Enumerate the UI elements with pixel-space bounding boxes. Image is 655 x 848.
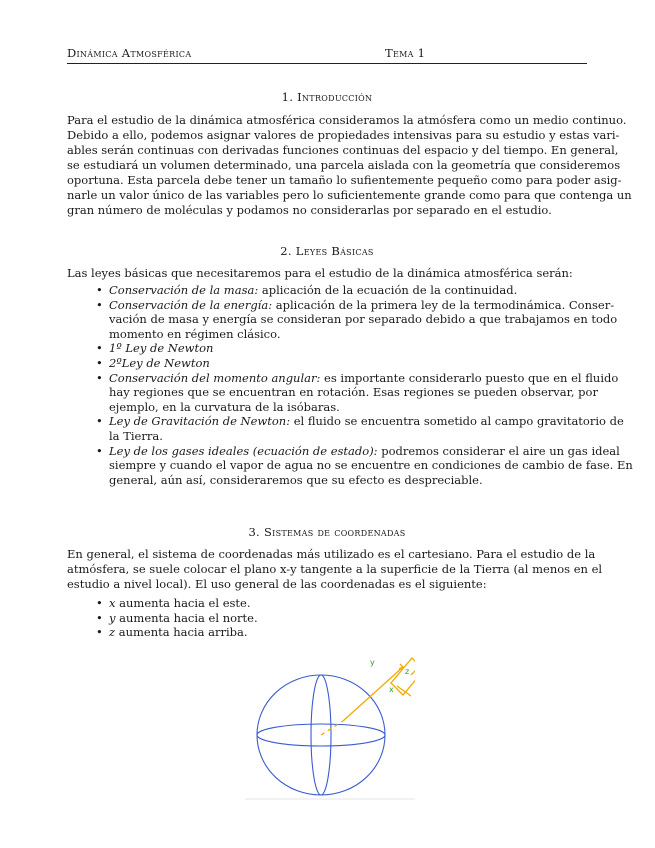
list-item: [67, 297, 618, 342]
item-term: x: [109, 596, 116, 610]
text-line: oportuna. Esta parcela debe tener un tamaño lo sufientemente pequeño como para poder asig-: [67, 173, 622, 187]
bullet-icon: •: [96, 443, 103, 458]
item-text: aplicación de la ecuación de la continuidad.: [258, 283, 518, 297]
label-x: x: [389, 685, 394, 694]
item-term: z: [109, 625, 116, 640]
item-text: siempre y cuando el vapor de agua no se encuentre en condiciones de cambio de fase. En: [109, 458, 633, 473]
list-item: [67, 611, 587, 626]
list-item: [67, 341, 587, 356]
text-line: Debido a ello, podemos asignar valores de propiedades intensivas para su estudio y estas vari-: [67, 128, 620, 142]
text-line: gran número de moléculas y podamos no considerarlas por separado en el estudio.: [67, 203, 552, 217]
list-item: [67, 283, 587, 298]
list-item: [67, 596, 587, 611]
item-text: aumenta hacia el norte.: [115, 610, 258, 625]
item-term: Conservación de la masa:: [109, 283, 259, 297]
item-term: 2ºLey de Newton: [109, 355, 210, 370]
header-rule: [67, 63, 587, 64]
bullet-icon: •: [96, 355, 103, 370]
item-text: momento en régimen clásico.: [109, 326, 281, 341]
item-term: Conservación de la energía:: [109, 297, 273, 312]
paragraph-introduccion: [67, 113, 632, 218]
item-term: 1º Ley de Newton: [109, 341, 214, 356]
section-title-coordenadas: 3. Sistemas de coordenadas: [248, 525, 406, 539]
z-axis-line: [343, 667, 403, 721]
text-line: ables serán continuas con derivadas funciones continuas del espacio y del tiempo. En general,: [67, 143, 619, 157]
item-text: es importante considerarlo puesto que en el fluido: [320, 370, 619, 385]
bullet-icon: •: [96, 610, 103, 625]
header-left: Dinámica Atmosférica: [67, 46, 192, 60]
list-item: [67, 356, 587, 371]
list-item: [67, 625, 587, 640]
item-text: vación de masa y energía se consideran por separado debido a que trabajamos en todo: [109, 312, 618, 327]
item-term: Ley de los gases ideales (ecuación de estado):: [109, 443, 378, 458]
header-center: Tema 1: [385, 46, 426, 60]
item-text: hay regiones que se encuentran en rotación. Esas regiones se pueden observar, por: [109, 385, 598, 400]
text-line: se estudiará un volumen determinado, una parcela aislada con la geometría que consideremos: [67, 158, 621, 172]
list-leyes: [67, 283, 633, 487]
item-text: ejemplo, en la curvatura de la isóbaras.: [109, 399, 340, 414]
tangent-frame: [321, 658, 415, 735]
item-text: el fluido se encuentra sometido al campo gravitatorio de: [290, 414, 624, 429]
tangent-plane: [391, 658, 415, 695]
bullet-icon: •: [96, 341, 103, 356]
label-y: y: [370, 658, 375, 667]
text-line: Las leyes básicas que necesitaremos para el estudio de la dinámica atmosférica serán:: [67, 266, 573, 280]
item-text: la Tierra.: [109, 428, 163, 443]
item-text: aumenta hacia el este.: [115, 596, 251, 610]
list-item: [67, 443, 633, 488]
text-line: estudio a nivel local). El uso general de las coordenadas es el siguiente:: [67, 577, 487, 591]
item-text: podremos considerar el aire un gas ideal: [377, 443, 620, 458]
item-text: aplicación de la primera ley de la termodinámica. Conser-: [272, 297, 615, 312]
text-line: narle un valor único de las variables pero lo suficientemente grande como para que contenga un: [67, 188, 632, 202]
text-line: Para el estudio de la dinámica atmosférica consideramos la atmósfera como un medio continuo.: [67, 113, 627, 127]
text-line: atmósfera, se suele colocar el plano x-y tangente a la superficie de la Tierra (al menos en el: [67, 562, 603, 576]
running-header: [67, 46, 587, 62]
item-term: Conservación del momento angular:: [109, 370, 321, 385]
item-term: Ley de Gravitación de Newton:: [109, 414, 291, 429]
item-text: general, aún así, consideraremos que su efecto es despreciable.: [109, 472, 483, 487]
text-line: En general, el sistema de coordenadas más utilizado es el cartesiano. Para el estudio de la: [67, 547, 596, 561]
axis-labels: [370, 658, 409, 694]
bullet-icon: •: [96, 297, 103, 312]
bullet-icon: •: [96, 283, 103, 297]
paragraph-coordenadas: [67, 547, 603, 592]
paragraph-leyes-intro: [67, 266, 587, 281]
section-title-introduccion: 1. Introducción: [281, 90, 373, 104]
list-item: [67, 414, 624, 443]
item-term: y: [109, 610, 116, 625]
radius-dashed-line: [321, 721, 343, 735]
y-axis-line: [411, 662, 415, 675]
label-z: z: [405, 667, 410, 676]
bullet-icon: •: [96, 625, 103, 640]
bullet-icon: •: [96, 370, 103, 385]
bullet-icon: •: [96, 596, 103, 610]
earth-coordinate-figure: [245, 655, 415, 800]
list-item: [67, 370, 619, 415]
list-coordenadas: [67, 596, 587, 640]
bullet-icon: •: [96, 414, 103, 429]
section-title-leyes: 2. Leyes Básicas: [280, 244, 374, 258]
item-text: aumenta hacia arriba.: [115, 625, 248, 640]
